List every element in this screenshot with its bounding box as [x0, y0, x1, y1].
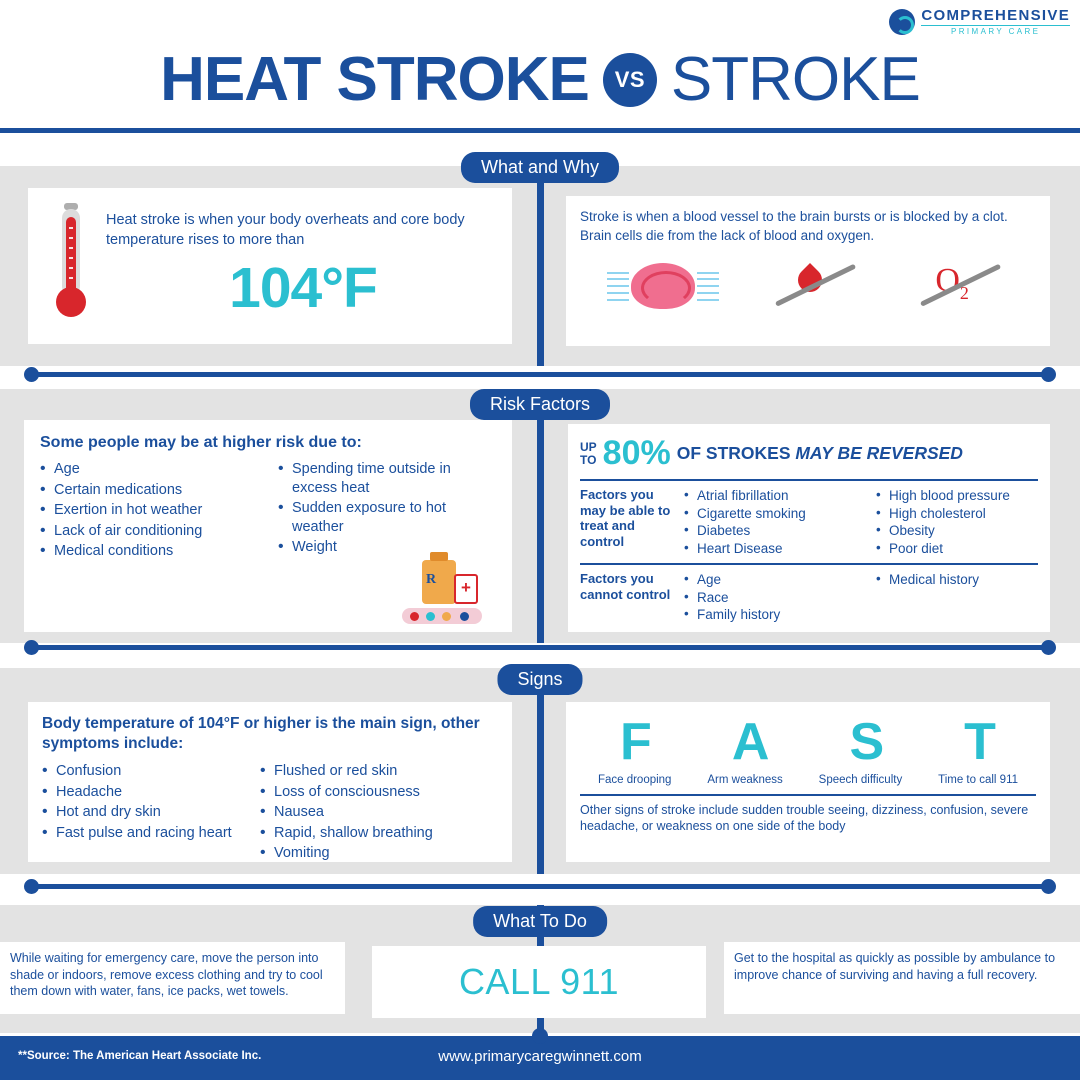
spine-section-1: [537, 166, 544, 366]
pill-what-to-do: What To Do: [473, 906, 607, 937]
title-left-text: HEAT STROKE: [160, 45, 589, 114]
list-item: • Obesity: [876, 522, 1038, 540]
list-item: • Family history: [684, 606, 860, 624]
list-item: • Exertion in hot weather: [40, 501, 268, 520]
logo-sub-text: PRIMARY CARE: [921, 25, 1070, 36]
list-item: • High blood pressure: [876, 487, 1038, 505]
blood-drop-blocked-icon: [772, 258, 864, 314]
logo-text: [921, 8, 1070, 36]
footer-source: **Source: The American Heart Associate Inc.: [18, 1050, 262, 1062]
heat-risk-columns: [40, 460, 496, 563]
what-to-do-left-text: While waiting for emergency care, move the person into shade or indoors, remove excess clothing and try to cool them down with water, fans, ice packs, wet towels.: [10, 951, 323, 999]
list-item: • Age: [40, 460, 268, 479]
circle-swirl-icon: [889, 9, 915, 35]
connector-section-2: [32, 645, 1048, 650]
stroke-stat-line: [580, 434, 1038, 473]
footer: [0, 1036, 1080, 1080]
vs-badge: VS: [603, 53, 657, 107]
list-item: • Sudden exposure to hot weather: [278, 499, 496, 536]
rx-label: R: [426, 572, 437, 587]
fast-letter-s: S: [849, 713, 885, 771]
risk-row-uncontrollable: [580, 571, 1038, 624]
stroke-description: Stroke is when a blood vessel to the brain bursts or is blocked by a clot. Brain cells die from the lack of blood and oxygen.: [580, 209, 1008, 243]
list-item: • Loss of consciousness: [260, 783, 498, 802]
list-item: • Flushed or red skin: [260, 762, 498, 781]
fast-labels: [580, 774, 1036, 786]
list-item: • Fast pulse and racing heart: [42, 824, 250, 843]
heat-what-text-group: [106, 211, 512, 320]
list-item: • Age: [684, 571, 860, 589]
card-what-to-do-heat: [0, 942, 345, 1014]
risk-row-column-1: [684, 487, 860, 557]
heat-risk-heading: Some people may be at higher risk due to:: [40, 434, 362, 451]
list-item: • Hot and dry skin: [42, 803, 250, 822]
list-item: • Race: [684, 589, 860, 607]
risk-row-label: Factors you may be able to treat and control: [580, 487, 671, 549]
pill-signs: Signs: [497, 664, 582, 695]
risk-row-controllable: [580, 487, 1038, 557]
fast-letter-f: F: [620, 713, 652, 771]
list-item: • Nausea: [260, 803, 498, 822]
risk-row-column-1: [684, 571, 860, 624]
fast-label-speech: Speech difficulty: [818, 774, 903, 786]
footer-url[interactable]: www.primarycaregwinnett.com: [438, 1048, 642, 1065]
wave-right-icon: [697, 269, 719, 303]
stat-prefix-line2: TO: [580, 452, 597, 467]
risk-row-columns: [684, 571, 1038, 624]
stat-rest: [677, 443, 963, 464]
list-item: • Confusion: [42, 762, 250, 781]
card-call-911: [372, 946, 706, 1018]
heat-temperature-value: 104°F: [229, 255, 377, 320]
logo-main-text: COMPREHENSIVE: [921, 7, 1070, 24]
list-item: • Medical conditions: [40, 542, 268, 561]
list-item: • Diabetes: [684, 522, 860, 540]
heat-risk-column-1: [40, 460, 268, 563]
list-item: • Headache: [42, 783, 250, 802]
list-item: • Heart Disease: [684, 540, 860, 558]
risk-row-column-2: [876, 487, 1038, 557]
card-stroke-what-and-why: [566, 196, 1050, 346]
card-what-to-do-stroke: [724, 942, 1080, 1014]
stat-prefix-line1: UP: [580, 439, 597, 454]
stat-rest-italic: MAY BE REVERSED: [795, 443, 963, 463]
o2-subscript: 2: [959, 283, 969, 304]
connector-section-3: [32, 884, 1048, 889]
medicine-bottle-icon: [396, 556, 482, 626]
list-item: • Lack of air conditioning: [40, 522, 268, 541]
list-item: • Vomiting: [260, 844, 498, 863]
brand-logo: [889, 8, 1070, 36]
card-stroke-risk-factors: [568, 424, 1050, 632]
list-item: • Medical history: [876, 571, 1038, 589]
list-item: • Certain medications: [40, 481, 268, 500]
risk-row-columns: [684, 487, 1038, 557]
divider-risk-rows: [580, 563, 1038, 565]
list-item: • Rapid, shallow breathing: [260, 824, 498, 843]
title-right-text: STROKE: [670, 45, 920, 114]
card-stroke-signs-fast: [566, 702, 1050, 862]
risk-row-column-2: [876, 571, 1038, 624]
footer-knob: [532, 1028, 548, 1044]
pill-risk-factors: Risk Factors: [470, 389, 610, 420]
card-heat-what-and-why: [28, 188, 512, 344]
fast-label-time: Time to call 911: [938, 774, 1019, 786]
fast-letters: [580, 712, 1036, 772]
risk-row-label: Factors you cannot control: [580, 571, 671, 602]
oxygen-blocked-icon: [917, 258, 1009, 314]
card-heat-risk-factors: [24, 420, 512, 632]
heat-signs-columns: [42, 762, 498, 865]
divider-stat: [580, 479, 1038, 481]
stroke-icon-row: [580, 255, 1036, 317]
heat-signs-column-2: [260, 762, 498, 865]
stroke-signs-note: Other signs of stroke include sudden trouble seeing, dizziness, confusion, severe headache, or weakness on one side of the body: [580, 794, 1036, 835]
fast-label-arm: Arm weakness: [707, 774, 783, 786]
call-911-text: CALL 911: [458, 961, 620, 1002]
spine-section-3: [537, 668, 544, 874]
pill-what-and-why: What and Why: [461, 152, 619, 183]
list-item: • Spending time outside in excess heat: [278, 460, 496, 497]
connector-section-1: [32, 372, 1048, 377]
list-item: • Atrial fibrillation: [684, 487, 860, 505]
stat-rest-plain: OF STROKES: [676, 443, 796, 463]
thermometer-icon: [36, 201, 106, 331]
list-item: • Poor diet: [876, 540, 1038, 558]
o2-letter: O: [935, 262, 960, 300]
list-item: • Cigarette smoking: [684, 505, 860, 523]
brain-icon: [631, 263, 695, 309]
wave-left-icon: [607, 269, 629, 303]
spine-section-2: [537, 389, 544, 643]
fast-label-face: Face drooping: [597, 774, 672, 786]
heat-signs-heading: Body temperature of 104°F or higher is the main sign, other symptoms include:: [42, 715, 480, 753]
heat-signs-column-1: [42, 762, 250, 865]
stat-number: 80%: [602, 434, 671, 472]
list-item: • High cholesterol: [876, 505, 1038, 523]
card-heat-signs: [28, 702, 512, 862]
stat-prefix: [580, 441, 597, 466]
list-item: • Weight: [278, 538, 496, 557]
fast-letter-a: A: [731, 713, 770, 771]
title-divider: [0, 128, 1080, 133]
page-title: [0, 44, 1080, 115]
fast-letter-t: T: [964, 713, 996, 771]
what-to-do-right-text: Get to the hospital as quickly as possible by ambulance to improve chance of surviving and having a full recovery.: [734, 951, 1056, 982]
heat-description: Heat stroke is when your body overheats and core body temperature rises to more than: [106, 212, 465, 248]
heat-risk-column-2: [278, 460, 496, 563]
